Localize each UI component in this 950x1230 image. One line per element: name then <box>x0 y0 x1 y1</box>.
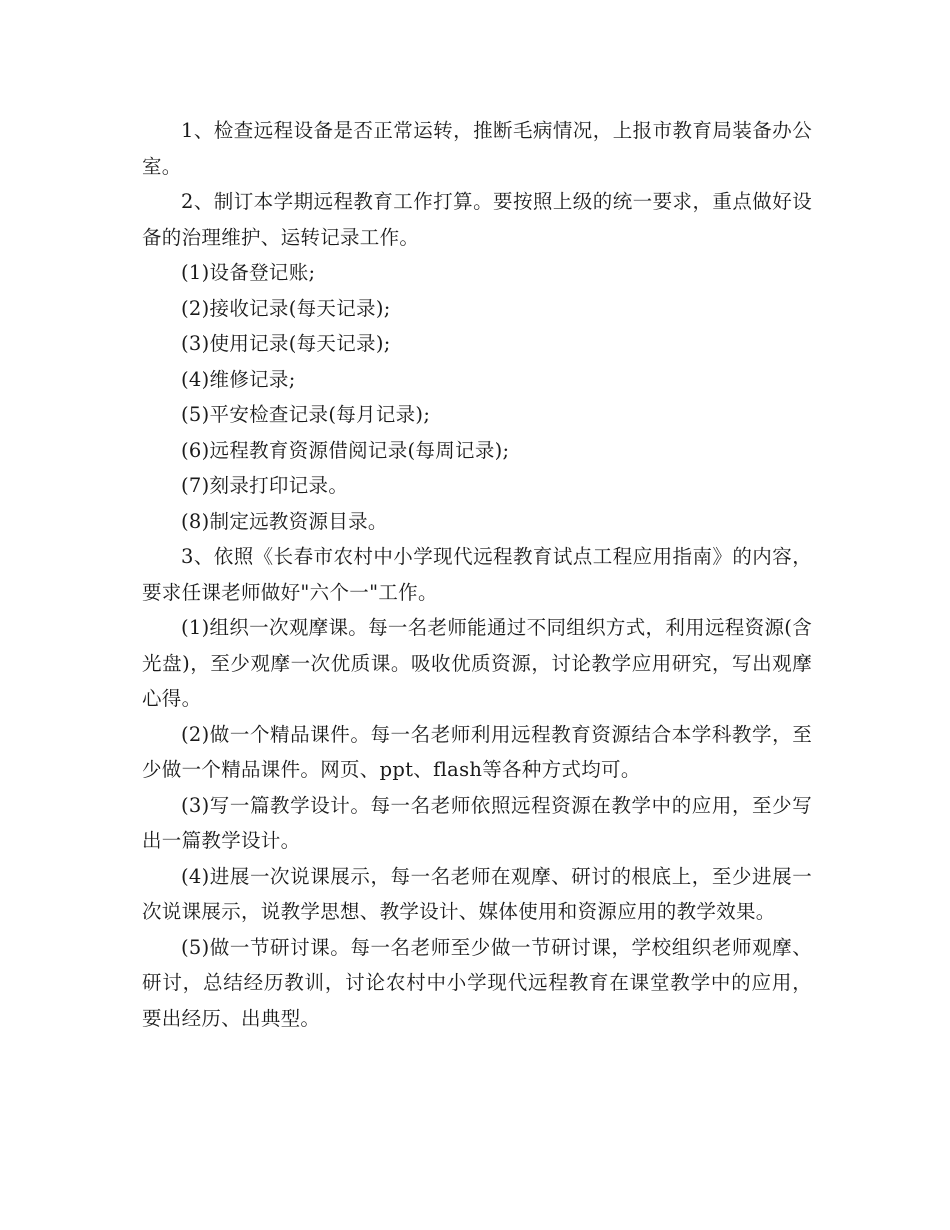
paragraph-work-plan: 2、制订本学期远程教育工作打算。要按照上级的统一要求，重点做好设备的治理维护、运转记录工作。 <box>142 190 812 249</box>
list-item-receive-record: (2)接收记录(每天记录); <box>181 296 391 320</box>
list-item-repair-record: (4)维修记录; <box>181 367 296 391</box>
paragraph-six-ones: 3、依照《长春市农村中小学现代远程教育试点工程应用指南》的内容，要求任课老师做好"六个一"工作。 <box>142 545 812 604</box>
list-item-courseware: (2)做一个精品课件。每一名老师利用远程教育资源结合本学科教学，至少做一个精品课件。网页、ppt、flash等各种方式均可。 <box>142 722 812 781</box>
paragraph-check-equipment: 1、检查远程设备是否正常运转，推断毛病情况，上报市教育局装备办公室。 <box>142 119 812 178</box>
list-item-equipment-ledger: (1)设备登记账; <box>181 261 316 284</box>
list-item-teaching-design: (3)写一篇教学设计。每一名老师依照远程资源在教学中的应用，至少写出一篇教学设计。 <box>142 793 812 852</box>
list-item-observation-class: (1)组织一次观摩课。每一名老师能通过不同组织方式，利用远程资源(含光盘)，至少观摩一次优质课。吸收优质资源，讨论教学应用研究，写出观摩心得。 <box>142 616 812 710</box>
list-item-burn-print-record: (7)刻录打印记录。 <box>181 474 349 497</box>
list-item-resource-catalog: (8)制定远教资源目录。 <box>181 509 388 533</box>
list-item-usage-record: (3)使用记录(每天记录); <box>181 332 391 355</box>
document-body <box>142 113 812 1036</box>
list-item-seminar-class: (5)做一节研讨课。每一名老师至少做一节研讨课，学校组织老师观摩、研讨，总结经历教训，讨论农村中小学现代远程教育在课堂教学中的应用，要出经历、出典型。 <box>142 935 812 1030</box>
list-item-safety-record: (5)平安检查记录(每月记录); <box>181 403 431 426</box>
list-item-lecture-demo: (4)进展一次说课展示，每一名老师在观摩、研讨的根底上，至少进展一次说课展示，说教学思想、教学设计、媒体使用和资源应用的教学效果。 <box>142 864 812 923</box>
list-item-borrow-record: (6)远程教育资源借阅记录(每周记录); <box>181 438 510 462</box>
